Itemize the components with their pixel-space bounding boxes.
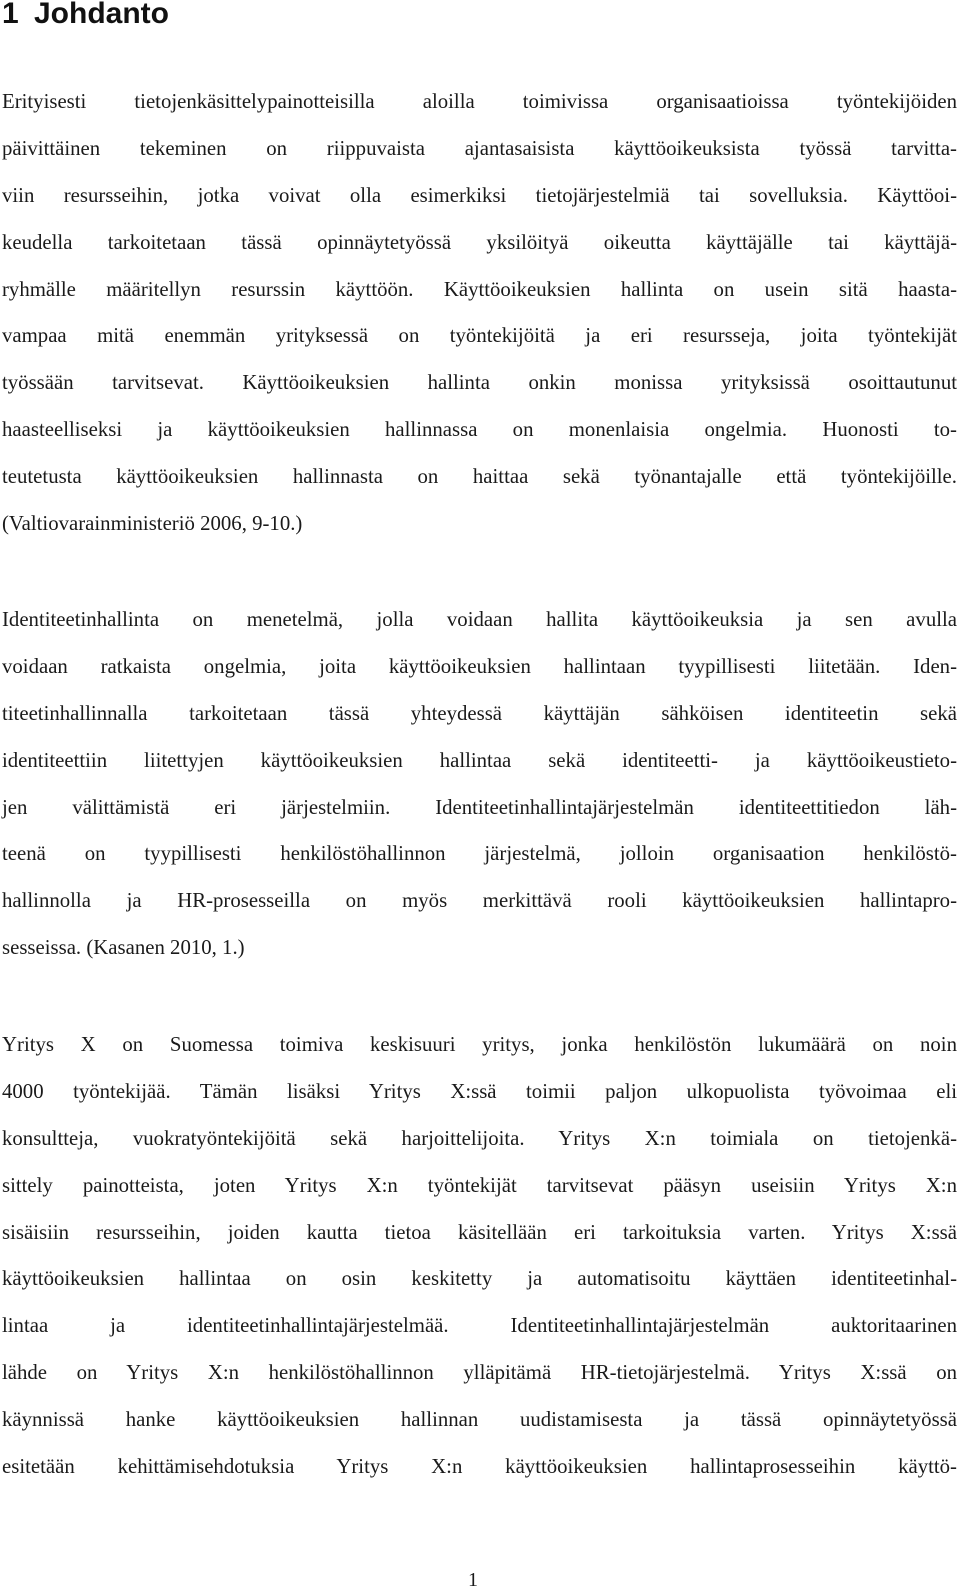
paragraph-line: voidaan ratkaista ongelmia, joita käyttöoikeuksien hallintaan tyypillisesti liitetään. Iden- — [2, 654, 957, 678]
paragraph-line: konsultteja, vuokratyöntekijöitä sekä harjoittelijoita. Yritys X:n toimiala on tietojenkä- — [2, 1126, 957, 1150]
paragraph-line: vampaa mitä enemmän yrityksessä on työntekijöitä ja eri resursseja, joita työntekijät — [2, 324, 957, 348]
paragraph-line: jen välittämistä eri järjestelmiin. Identiteetinhallintajärjestelmän identiteettitiedon läh- — [2, 795, 957, 819]
paragraph-line: (Valtiovarainministeriö 2006, 9-10.) — [2, 512, 303, 536]
paragraph-line: titeetinhallinnalla tarkoitetaan tässä yhteydessä käyttäjän sähköisen identiteetin sekä — [2, 701, 957, 725]
page-number: 1 — [468, 1569, 478, 1591]
paragraph-line: Identiteetinhallinta on menetelmä, jolla voidaan hallita käyttöoikeuksia ja sen avulla — [2, 608, 957, 631]
paragraph-line: teutetusta käyttöoikeuksien hallinnasta on haittaa sekä työnantajalle että työntekijöille. — [2, 465, 957, 489]
paragraph-3 — [2, 1022, 957, 1491]
paragraph-line: viin resursseihin, jotka voivat olla esimerkiksi tietojärjestelmiä tai sovelluksia. Käyttöoi- — [2, 183, 957, 207]
paragraph-line: käyttöoikeuksien hallintaa on osin keskitetty ja automatisoitu käyttäen identiteetinhal- — [2, 1267, 957, 1291]
paragraph-line: lähde on Yritys X:n henkilöstöhallinnon ylläpitämä HR-tietojärjestelmä. Yritys X:ssä on — [2, 1361, 957, 1385]
paragraph-1 — [2, 79, 957, 548]
paragraph-line: sisäisiin resursseihin, joiden kautta tietoa käsitellään eri tarkoituksia varten. Yritys X:ssä — [2, 1220, 957, 1244]
paragraph-line: sittely painotteista, joten Yritys X:n työntekijät tarvitsevat pääsyn useisiin Yritys X:n — [2, 1173, 957, 1197]
paragraph-line: päivittäinen tekeminen on riippuvaista ajantasaisista käyttöoikeuksista työssä tarvitta- — [2, 136, 957, 160]
paragraph-line: hallinnolla ja HR-prosesseilla on myös merkittävä rooli käyttöoikeuksien hallintapro- — [2, 889, 957, 913]
paragraph-line: käynnissä hanke käyttöoikeuksien hallinnan uudistamisesta ja tässä opinnäytetyössä — [2, 1408, 957, 1432]
paragraph-line: teenä on tyypillisesti henkilöstöhallinnon järjestelmä, jolloin organisaation henkilöstö- — [2, 842, 957, 866]
chapter-number: 1 — [2, 0, 19, 30]
paragraph-line: sesseissa. (Kasanen 2010, 1.) — [2, 936, 245, 960]
paragraph-line: esitetään kehittämisehdotuksia Yritys X:n käyttöoikeuksien hallintaprosesseihin käyttö- — [2, 1455, 957, 1479]
paragraph-line: identiteettiin liitettyjen käyttöoikeuksien hallintaa sekä identiteetti- ja käyttöoikeustieto- — [2, 748, 957, 772]
paragraph-2 — [2, 597, 957, 972]
paragraph-line: ryhmälle määritellyn resurssin käyttöön. Käyttöoikeuksien hallinta on usein sitä haasta- — [2, 277, 957, 301]
paragraph-line: työssään tarvitsevat. Käyttöoikeuksien hallinta onkin monissa yrityksissä osoittautunut — [2, 371, 957, 395]
paragraph-line: lintaa ja identiteetinhallintajärjestelmää. Identiteetinhallintajärjestelmän auktoritaarinen — [2, 1314, 957, 1338]
chapter-title: Johdanto — [34, 0, 169, 30]
paragraph-line: 4000 työntekijää. Tämän lisäksi Yritys X:ssä toimii paljon ulkopuolista työvoimaa eli — [2, 1079, 957, 1103]
paragraph-line: keudella tarkoitetaan tässä opinnäytetyössä yksilöityä oikeutta käyttäjälle tai käyttäjä- — [2, 230, 957, 254]
paragraph-line: Yritys X on Suomessa toimiva keskisuuri yritys, jonka henkilöstön lukumäärä on noin — [2, 1033, 957, 1056]
chapter-heading — [2, 0, 169, 34]
paragraph-line: Erityisesti tietojenkäsittelypainotteisilla aloilla toimivissa organisaatioissa työntekijöiden — [2, 90, 957, 113]
paragraph-line: haasteelliseksi ja käyttöoikeuksien hallinnassa on monenlaisia ongelmia. Huonosti to- — [2, 418, 957, 442]
